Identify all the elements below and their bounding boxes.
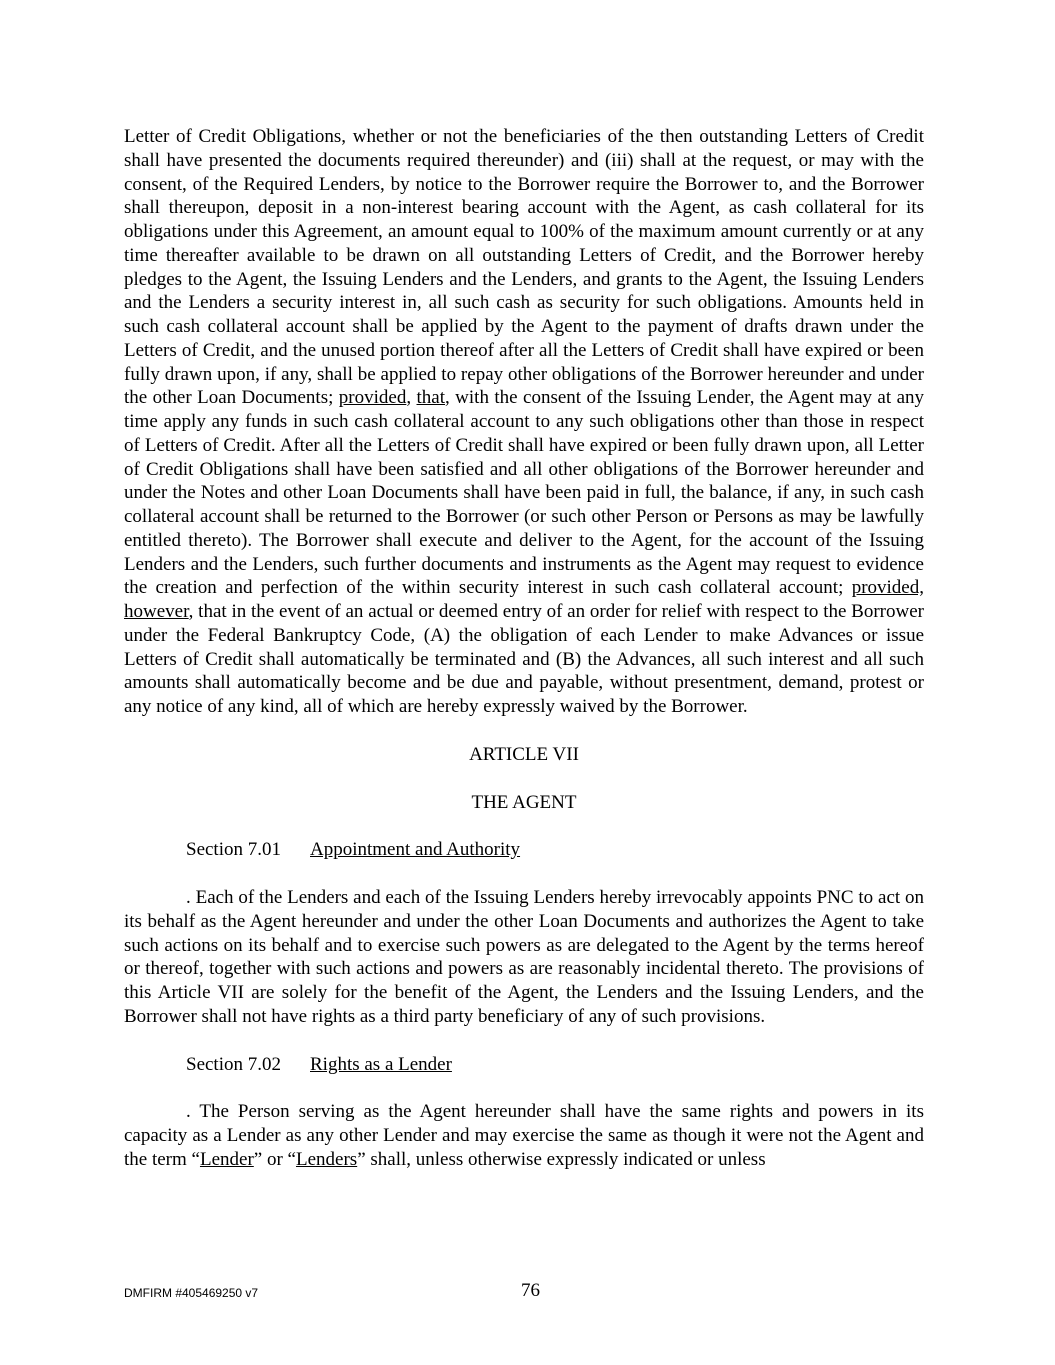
term-however: however bbox=[124, 601, 189, 622]
article-number: ARTICLE VII bbox=[469, 743, 579, 765]
term-provided-2: provided, bbox=[851, 577, 924, 599]
section-title: Appointment and Authority bbox=[310, 839, 521, 861]
article-title: THE AGENT bbox=[471, 791, 577, 813]
section-7-02-text: . The Person serving as the Agent hereunder shall have the same rights and powers in its capacity as a Lender as any other Lender and may exercise the same as though it were not the Agent and the term “Lender” or “Lenders” shall, unless otherwise expressly indicated or unless bbox=[124, 1101, 924, 1170]
paragraph-cash-collateral: Letter of Credit Obligations, whether or not the beneficiaries of the then outstanding Letters of Credit shall have presented the documents required thereunder) and (iii) shall at the request, or may with the consent, of the Required Lenders, by notice to the Borrower require the Borrower to, and the Borrower shall thereupon, deposit in a non-interest bearing account with the Agent, as cash collateral for its obligations under this Agreement, an amount equal to 100% of the maximum amount currently or at any time thereafter available to be drawn on all outstanding Letters of Credit, and the Borrower hereby pledges to the Agent, the Issuing Lenders and the Lenders, and grants to the Agent, the Issuing Lenders and the Lenders a security interest in, all such cash as security for such obligations. Amounts held in such cash collateral account shall be applied by the Agent to the payment of drafts drawn under the Letters of Credit, and the unused portion thereof after all the Letters of Credit shall have expired or been fully drawn upon, if any, shall be applied to repay other obligations of the Borrower hereunder and under the other Loan Documents; provided, that, with the consent of the Issuing Lender, the Agent may at any time apply any funds in such cash collateral account to any such obligations other than those in respect of Letters of Credit. After all the Letters of Credit shall have expired or been fully drawn upon, all Letter of Credit Obligations shall have been satisfied and all other obligations of the Borrower hereunder and under the Notes and other Loan Documents shall have been paid in full, the balance, if any, in such cash collateral account shall be returned to the Borrower (or such other Person or Persons as may be lawfully entitled thereto). The Borrower shall execute and deliver to the Agent, for the account of the Issuing Lenders and the Lenders, such further documents and instruments as the Agent may request to evidence the creation and perfection of the within security interest in such cash collateral account; provided, however, that in the event of an actual or deemed entry of an order for relief with respect to the Borrower under the Federal Bankruptcy Code, (A) the obligation of each Lender to make Advances or issue Letters of Credit shall automatically be terminated and (B) the Advances, all such interest and all such amounts shall automatically become and be due and payable, without presentment, demand, protest or any notice of any kind, all of which are hereby expressly waived by the Borrower. bbox=[124, 126, 925, 717]
term-lenders: Lenders bbox=[295, 1148, 358, 1170]
section-number: Section 7.02 bbox=[186, 1053, 281, 1075]
term-that: that bbox=[416, 387, 446, 409]
term-lender: Lender bbox=[199, 1148, 254, 1170]
section-number: Section 7.01 bbox=[186, 839, 281, 861]
document-page bbox=[124, 125, 924, 1196]
section-7-02-heading bbox=[186, 1053, 924, 1077]
section-7-01-text: . Each of the Lenders and each of the Issuing Lenders hereby irrevocably appoints PNC to act on its behalf as the Agent hereunder and under the other Loan Documents and authorizes the Agent to take such actions on its behalf and to exercise such powers as are delegated to the Agent by the terms hereof or thereof, together with such actions and powers as are reasonably incidental thereto. The provisions of this Article VII are solely for the benefit of the Agent, the Lenders and the Issuing Lenders, and the Borrower shall not have rights as a third party beneficiary of any of such provisions. bbox=[124, 887, 924, 1027]
section-7-01-heading bbox=[186, 838, 924, 862]
footer-page-number: 76 bbox=[521, 1280, 540, 1301]
footer-doc-id: DMFIRM #405469250 v7 bbox=[124, 1286, 259, 1300]
term-provided: provided bbox=[338, 387, 407, 409]
section-title: Rights as a Lender bbox=[310, 1053, 452, 1075]
